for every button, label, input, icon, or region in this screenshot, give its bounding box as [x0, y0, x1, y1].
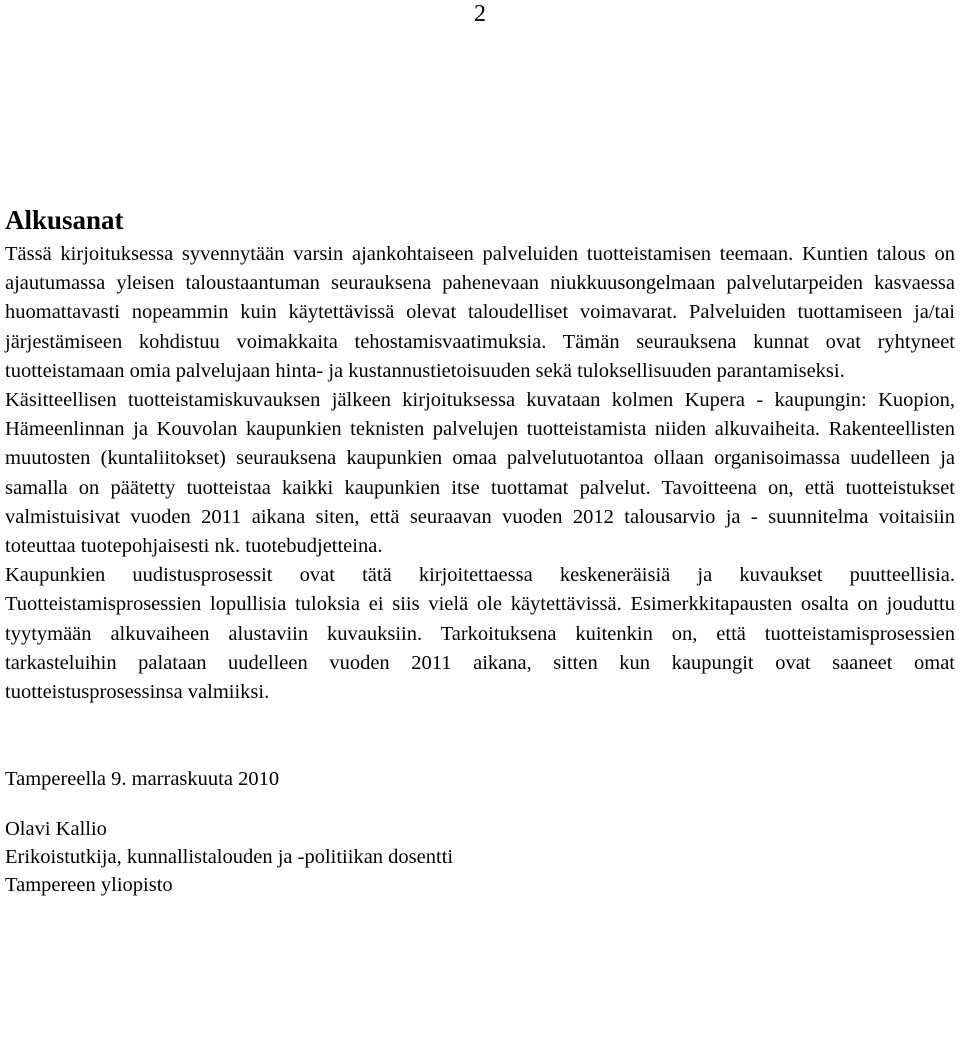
page-number: 2 — [474, 1, 486, 27]
signature-title: Erikoistutkija, kunnallistalouden ja -politiikan dosentti — [5, 846, 454, 869]
paragraph-intro: Tässä kirjoituksessa syvennytään varsin ajankohtaiseen palveluiden tuotteistamisen teemaan. Kuntien talous on ajautumassa yleisen taloustaantuman seurauksena pahenevaan niukkuusongelmaan palvelutarpeiden kasvaessa huomattavasti nopeammin kuin käytettävissä olevat taloudelliset voimavarat. Palveluiden tuottamiseen ja/tai järjestämiseen kohdistuu voimakkaita tehostamisvaatimuksia. Tämän seurauksena kunnat ovat ryhtyneet tuotteistamaan omia palvelujaan hinta- ja kustannustietoisuuden sekä tuloksellisuuden parantamiseksi. — [5, 243, 955, 382]
signature-block — [5, 765, 955, 899]
signature-organization: Tampereen yliopisto — [5, 874, 173, 897]
paragraph-cases: Käsitteellisen tuotteistamiskuvauksen jälkeen kirjoituksessa kuvataan kolmen Kupera - kaupungin: Kuopion, Hämeenlinnan ja Kouvolan kaupunkien teknisten palvelujen tuotteistamista niiden alkuvaiheita. Rakenteellisten muutosten (kuntaliitokset) seurauksena kaupunkien omaa palvelutuotantoa ollaan organisoimassa uudelleen ja samalla on päätetty tuotteistaa kaikki kaupunkien itse tuottamat palvelut. Tavoitteena on, että tuotteistukset valmistuisivat vuoden 2011 aikana siten, että seuraavan vuoden 2012 talousarvio ja - suunnitelma voitaisiin toteuttaa tuotepohjaisesti nk. tuotebudjetteina. — [5, 389, 955, 558]
signature-name: Olavi Kallio — [5, 818, 107, 841]
document-body — [5, 200, 955, 899]
paragraph-status: Kaupunkien uudistusprosessit ovat tätä kirjoitettaessa keskeneräisiä ja kuvaukset puutteellisia. Tuotteistamisprosessien lopullisia tuloksia ei siis vielä ole käytettävissä. Esimerkkitapausten osalta on jouduttu tyytymään alkuvaiheen alustaviin kuvauksiin. Tarkoituksena kuitenkin on, että tuotteistamisprosessien tarkasteluihin palataan uudelleen vuoden 2011 aikana, sitten kun kaupungit ovat saaneet omat tuotteistusprosessinsa valmiiksi. — [5, 564, 955, 704]
section-heading: Alkusanat — [5, 205, 124, 235]
signature-place-date: Tampereella 9. marraskuuta 2010 — [5, 768, 280, 791]
